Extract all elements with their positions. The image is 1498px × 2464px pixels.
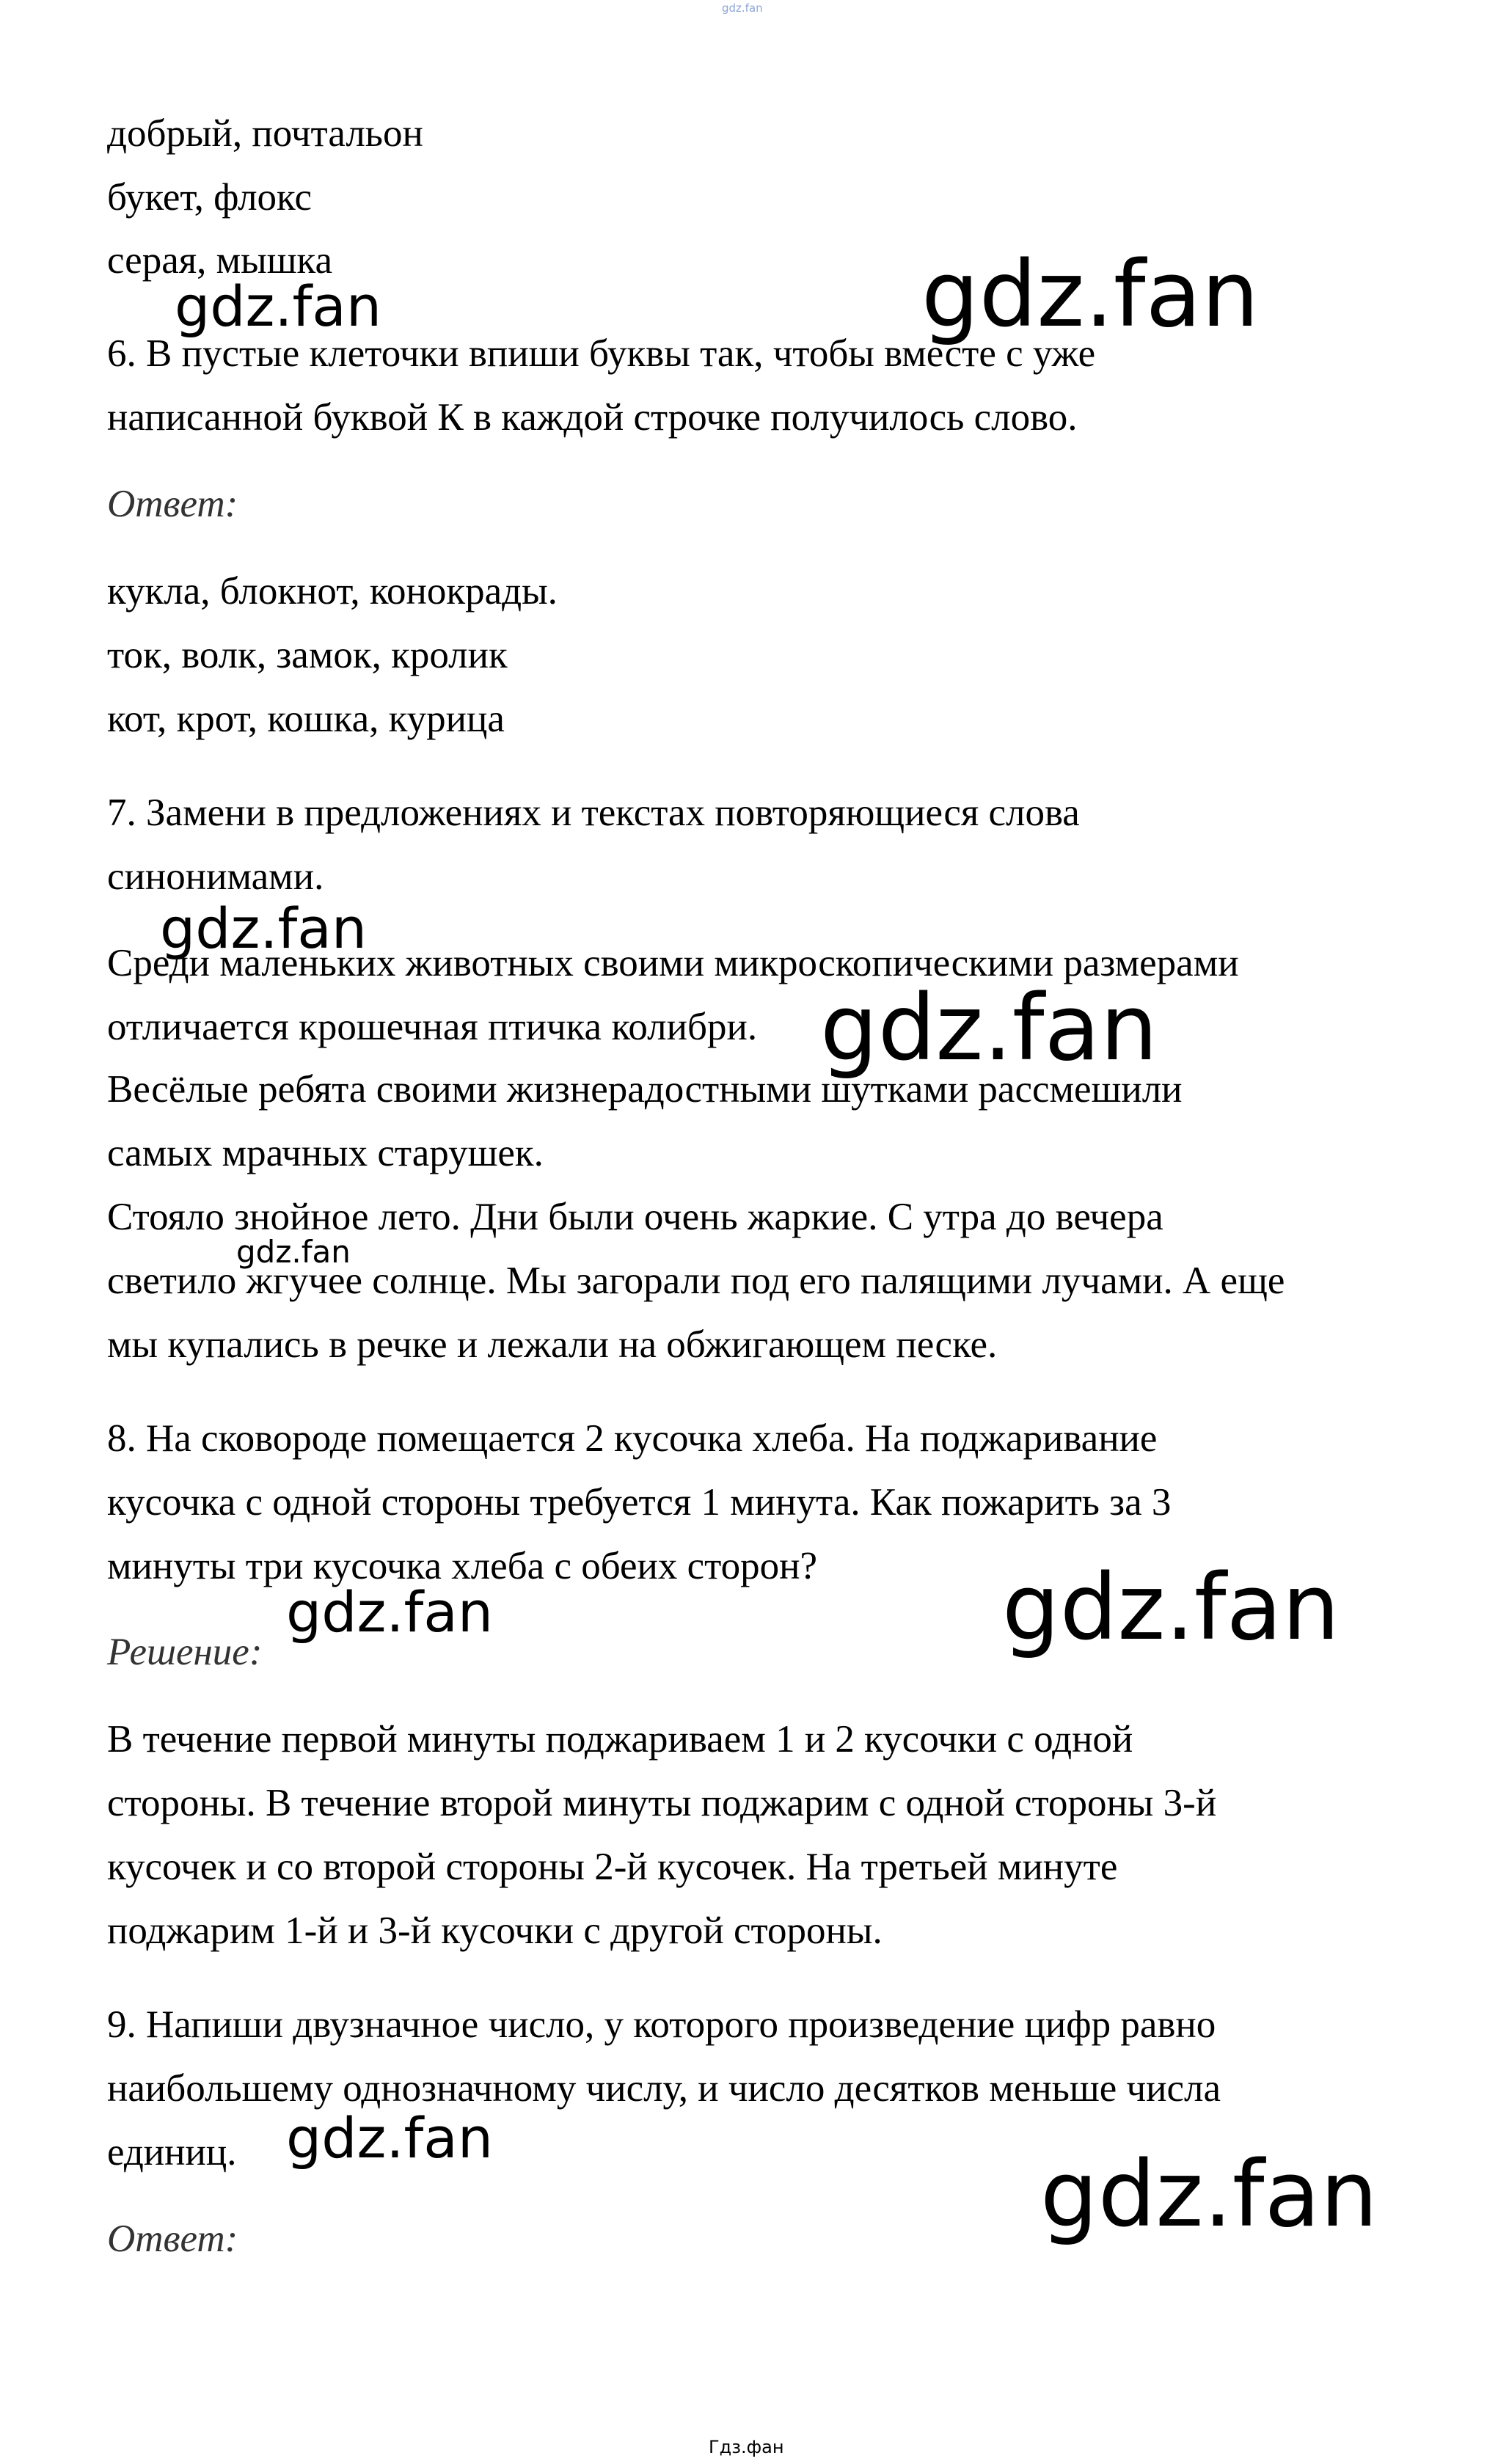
watermark: gdz.fan	[1040, 2142, 1378, 2248]
watermark: gdz.fan	[236, 1234, 351, 1270]
task-6-answer-label: Ответ:	[107, 483, 238, 525]
answer-line-2: букет, флокс	[107, 176, 313, 219]
task-8-text-3: минуты три кусочка хлеба с обеих сторон?	[107, 1545, 818, 1587]
task-7-answer-2: отличается крошечная птичка колибри.	[107, 1006, 758, 1048]
task-7-answer-7: мы купались в речке и лежали на обжигающем песке.	[107, 1323, 998, 1366]
task-6-answer-1: кукла, блокнот, конокрады.	[107, 570, 558, 613]
task-9-text-1: 9. Напиши двузначное число, у которого произведение цифр равно	[107, 2003, 1216, 2046]
task-6-text-2: написанной буквой К в каждой строчке получилось слово.	[107, 396, 1078, 439]
footer-text: Гдз.фан	[709, 2437, 784, 2457]
task-8-text-1: 8. На сковороде помещается 2 кусочка хлеба. На поджаривание	[107, 1417, 1158, 1460]
watermark: gdz.fan	[1002, 1555, 1340, 1661]
task-7-text-1: 7. Замени в предложениях и текстах повторяющиеся слова	[107, 792, 1080, 834]
header-mark: gdz.fan	[722, 1, 763, 15]
answer-line-1: добрый, почтальон	[107, 112, 423, 155]
watermark: gdz.fan	[286, 1579, 494, 1645]
task-8-solution-2: стороны. В течение второй минуты поджарим с одной стороны 3-й	[107, 1782, 1217, 1824]
task-6-answer-2: ток, волк, замок, кролик	[107, 634, 508, 676]
task-6-answer-3: кот, крот, кошка, курица	[107, 698, 505, 740]
task-7-answer-3: Весёлые ребята своими жизнерадостными шутками рассмешили	[107, 1068, 1183, 1111]
watermark: gdz.fan	[820, 976, 1158, 1081]
task-6-text-1: 6. В пустые клеточки впиши буквы так, чтобы вместе с уже	[107, 332, 1096, 375]
task-7-answer-6: светило жгучее солнце. Мы загорали под его палящими лучами. А еще	[107, 1260, 1285, 1302]
watermark: gdz.fan	[286, 2105, 494, 2171]
task-9-answer-label: Ответ:	[107, 2218, 238, 2260]
task-7-answer-5: Стояло знойное лето. Дни были очень жаркие. С утра до вечера	[107, 1196, 1163, 1238]
task-8-solution-4: поджарим 1-й и 3-й кусочки с другой стороны.	[107, 1909, 883, 1952]
task-7-text-2: синонимами.	[107, 855, 324, 898]
task-9-text-2: наибольшему однозначному числу, и число десятков меньше числа	[107, 2067, 1221, 2110]
watermark: gdz.fan	[921, 242, 1260, 348]
task-8-solution-label: Решение:	[107, 1631, 263, 1673]
task-8-solution-1: В течение первой минуты поджариваем 1 и 2 кусочки с одной	[107, 1718, 1133, 1761]
watermark: gdz.fan	[175, 274, 382, 339]
task-8-solution-3: кусочек и со второй стороны 2-й кусочек. На третьей минуте	[107, 1846, 1118, 1888]
task-7-answer-1: Среди маленьких животных своими микроскопическими размерами	[107, 942, 1239, 984]
answer-line-3: серая, мышка	[107, 239, 333, 282]
task-8-text-2: кусочка с одной стороны требуется 1 минута. Как пожарить за 3	[107, 1481, 1172, 1524]
task-9-text-3: единиц.	[107, 2131, 237, 2174]
task-7-answer-4: самых мрачных старушек.	[107, 1132, 544, 1174]
watermark: gdz.fan	[160, 896, 368, 961]
